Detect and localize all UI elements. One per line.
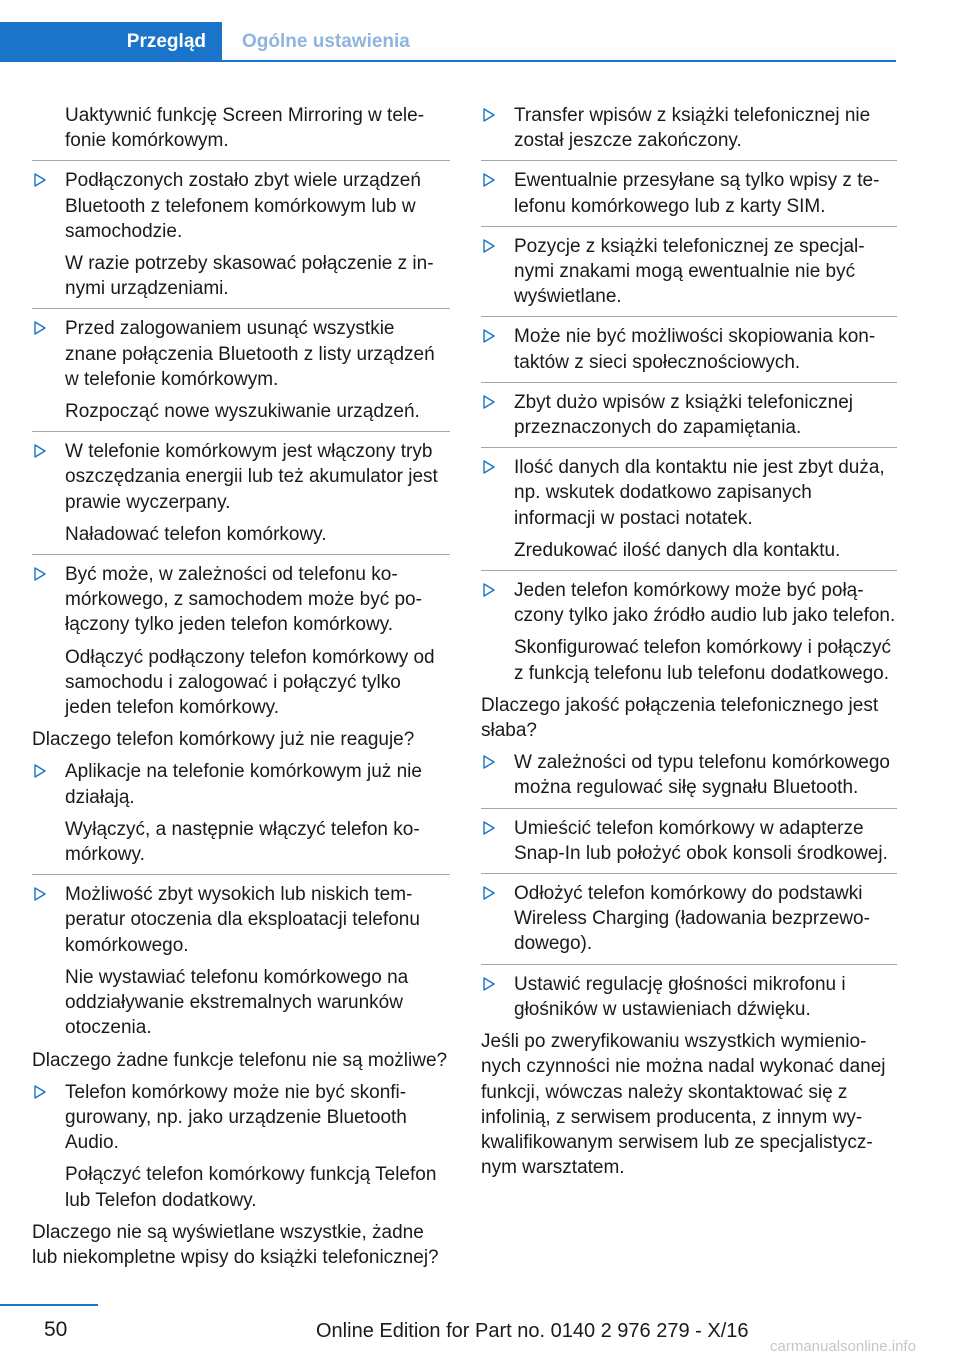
list-item-note: Naładować telefon komórkowy. xyxy=(65,523,327,545)
separator xyxy=(481,873,897,874)
list-item xyxy=(32,562,450,638)
separator xyxy=(481,808,897,809)
page-header xyxy=(0,0,960,64)
footer-divider xyxy=(0,1304,98,1306)
list-item-text: W zależności od typu telefonu komórkowego można regulować siłę sygnału Bluetooth. xyxy=(514,752,890,799)
list-item-text: Możliwość zbyt wysokich lub niskich temperatur otoczenia dla eksploatacji telefonu komórkowego. xyxy=(65,884,420,956)
separator xyxy=(481,382,897,383)
triangle-right-outline-icon xyxy=(32,442,48,460)
list-item xyxy=(481,578,897,628)
triangle-right-outline-icon xyxy=(481,106,497,124)
separator xyxy=(32,554,450,555)
section-tab-general-settings-label: Ogólne ustawienia xyxy=(242,31,410,52)
section-tab-general-settings[interactable] xyxy=(222,22,410,62)
triangle-right-outline-icon xyxy=(481,327,497,345)
list-item-text: Podłączonych zostało zbyt wiele urządzeń Bluetooth z telefonem komórkowym lub w samochodzie. xyxy=(65,170,421,242)
list-item-note: Wyłączyć, a następnie włączyć telefon komórkowy. xyxy=(65,818,420,866)
question-heading: Dlaczego nie są wyświetlane wszystkie, żadne lub niekompletne wpisy do książki telefonicznej? xyxy=(32,1221,439,1268)
separator xyxy=(32,431,450,432)
triangle-right-outline-icon xyxy=(481,171,497,189)
question-heading: Dlaczego żadne funkcje telefonu nie są możliwe? xyxy=(32,1049,448,1071)
list-item xyxy=(481,816,897,866)
separator xyxy=(481,160,897,161)
list-item-text: Umieścić telefon komórkowy w adapterze Snap-In lub położyć obok konsoli środkowej. xyxy=(514,817,888,864)
triangle-right-outline-icon xyxy=(32,1083,48,1101)
triangle-right-outline-icon xyxy=(481,458,497,476)
question-heading: Dlaczego telefon komórkowy już nie reaguje? xyxy=(32,729,415,751)
triangle-right-outline-icon xyxy=(481,581,497,599)
edition-text: Online Edition for Part no. 0140 2 976 279 - X/16 xyxy=(316,1320,749,1342)
question-heading: Dlaczego jakość połączenia telefonicznego jest słaba? xyxy=(481,694,879,742)
section-tab-overview[interactable] xyxy=(0,22,222,62)
list-item-text: Ilość danych dla kontaktu nie jest zbyt duża, np. wskutek dodatkowo zapisanych informacji w postaci notatek. xyxy=(514,457,885,529)
list-item-text: Być może, w zależności od telefonu komórkowego, z samochodem może być połączony tylko jeden telefon komórkowy. xyxy=(65,564,422,636)
separator xyxy=(481,964,897,965)
list-item-note: Zredukować ilość danych dla kontaktu. xyxy=(514,539,841,561)
triangle-right-outline-icon xyxy=(32,319,48,337)
list-item xyxy=(32,759,450,809)
triangle-right-outline-icon xyxy=(481,393,497,411)
triangle-right-outline-icon xyxy=(481,975,497,993)
list-item-note: Nie wystawiać telefonu komórkowego na oddziaływanie ekstremalnych warunków otoczenia. xyxy=(65,966,409,1039)
list-item xyxy=(481,168,897,218)
list-item-note: Połączyć telefon komórkowy funkcją Telefon lub Telefon dodatkowy. xyxy=(65,1164,437,1211)
list-item-text: Zbyt dużo wpisów z książki telefonicznej przeznaczonych do zapamiętania. xyxy=(514,391,853,439)
left-column xyxy=(32,103,450,1277)
list-item-text: Telefon komórkowy może nie być skonfigurowany, np. jako urządzenie Bluetooth Audio. xyxy=(65,1081,407,1154)
list-item xyxy=(481,881,897,957)
list-item-note: Skonfigurować telefon komórkowy i połączyć z funkcją telefonu lub telefonu dodatkowego. xyxy=(514,637,892,684)
separator xyxy=(481,226,897,227)
triangle-right-outline-icon xyxy=(32,885,48,903)
list-item xyxy=(32,1080,450,1156)
triangle-right-outline-icon xyxy=(481,884,497,902)
list-item xyxy=(32,168,450,244)
separator xyxy=(32,874,450,875)
list-item-note: Rozpocząć nowe wyszukiwanie urządzeń. xyxy=(65,401,420,423)
triangle-right-outline-icon xyxy=(481,819,497,837)
separator xyxy=(481,447,897,448)
list-item xyxy=(481,234,897,310)
triangle-right-outline-icon xyxy=(481,237,497,255)
list-item xyxy=(32,316,450,392)
list-item xyxy=(481,390,897,440)
list-item-text: Przed zalogowaniem usunąć wszystkie znane połączenia Bluetooth z listy urządzeń w telefonie komórkowym. xyxy=(65,318,435,390)
list-item xyxy=(32,439,450,515)
separator xyxy=(481,316,897,317)
list-item-text: Jeden telefon komórkowy może być połączony tylko jako źródło audio lub jako telefon. xyxy=(514,580,896,627)
triangle-right-outline-icon xyxy=(32,565,48,583)
header-divider xyxy=(0,60,896,62)
separator xyxy=(481,570,897,571)
list-item-text: Transfer wpisów z książki telefonicznej nie został jeszcze zakończony. xyxy=(514,105,871,152)
separator xyxy=(32,308,450,309)
list-item-note: W razie potrzeby skasować połączenie z innymi urządzeniami. xyxy=(65,253,434,300)
list-item-text: Może nie być możliwości skopiowania kontaktów z sieci społecznościowych. xyxy=(514,326,876,373)
list-item xyxy=(481,324,897,374)
list-item-text: Ewentualnie przesyłane są tylko wpisy z telefonu komórkowego lub z karty SIM. xyxy=(514,170,880,217)
list-item-text: Ustawić regulację głośności mikrofonu i głośników w ustawieniach dźwięku. xyxy=(514,973,846,1020)
list-item-text: Aplikacje na telefonie komórkowym już nie działają. xyxy=(65,761,422,808)
triangle-right-outline-icon xyxy=(32,171,48,189)
list-item xyxy=(481,455,897,531)
watermark: carmanualsonline.info xyxy=(770,1338,916,1355)
triangle-right-outline-icon xyxy=(481,753,497,771)
page-number: 50 xyxy=(44,1318,68,1341)
triangle-right-outline-icon xyxy=(32,762,48,780)
list-item-note: Odłączyć podłączony telefon komórkowy od samochodu i zalogować i połączyć tylko jeden telefon komórkowy. xyxy=(65,646,435,719)
separator xyxy=(32,160,450,161)
list-item xyxy=(481,972,897,1022)
list-item xyxy=(32,882,450,958)
list-item xyxy=(481,103,897,153)
closing-paragraph: Jeśli po zweryfikowaniu wszystkich wymienionych czynności nie można nadal wykonać danej funkcji, wówczas należy skontaktować się z infolinią, z serwisem producenta, z innym wykwalifikowanym serwisem lub ze specjalistycznym warsztatem. xyxy=(481,1031,886,1179)
list-item xyxy=(481,750,897,800)
list-item-text: W telefonie komórkowym jest włączony tryb oszczędzania energii lub też akumulator jest prawie wyczerpany. xyxy=(65,441,438,513)
section-tab-overview-label: Przegląd xyxy=(126,31,206,52)
right-column xyxy=(481,103,897,1187)
list-item-text: Odłożyć telefon komórkowy do podstawki Wireless Charging (ładowania bezprzewodowego). xyxy=(514,883,870,955)
intro-text: Uaktywnić funkcję Screen Mirroring w telefonie komórkowym. xyxy=(65,105,425,152)
list-item-text: Pozycje z książki telefonicznej ze specjalnymi znakami mogą ewentualnie nie być wyświetlane. xyxy=(514,235,865,308)
